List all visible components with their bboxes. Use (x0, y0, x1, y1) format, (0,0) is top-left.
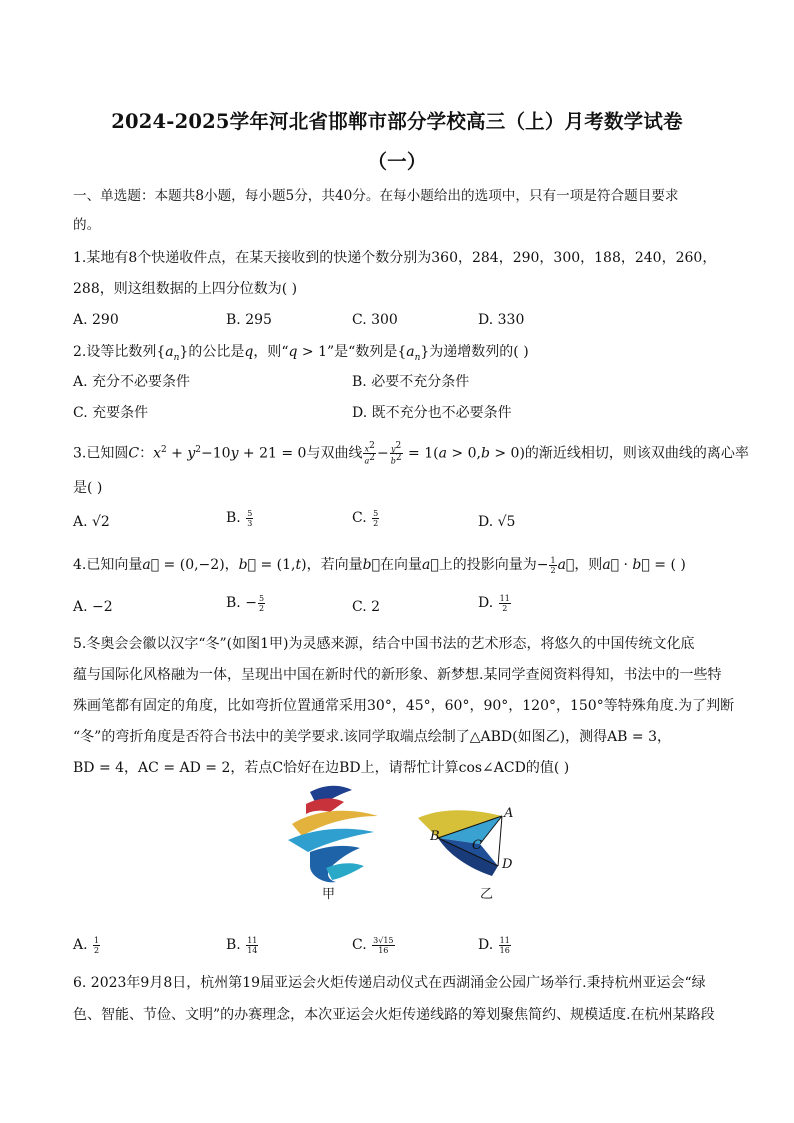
point-label-c: C (472, 838, 482, 853)
q2-option-a: A. 充分不必要条件 (73, 374, 191, 390)
q1-option-a: A. 290 (73, 312, 119, 328)
q4-option-a: A. −2 (73, 599, 113, 615)
section-heading-cont: 的。 (73, 217, 101, 233)
q3-text: 3.已知圆C：$x^2 + y^2-10y + 21 = 0$与双曲线 $\frac{x^2}{a^2}$ − $\frac{y^2}{b^2}$ = 1(a > 0,b > 0)的渐近线相切，则该双曲线的离心率 (73, 440, 749, 466)
q6-text-cont: 色、智能、节俭、文明”的办赛理念，本次亚运会火炬传递线路的筹划聚焦简约、规模适度.在杭州某路段 (73, 1007, 715, 1023)
q5-option-c: C. $\frac{3√15}{16}$ (352, 935, 394, 955)
q3-option-d: D. √5 (478, 514, 516, 530)
q1-option-c: C. 300 (352, 312, 398, 328)
q4-option-c: C. 2 (352, 599, 381, 615)
q3-option-b: B. $\frac{5}{3}$ (226, 508, 253, 528)
q5-text-5: BD = 4，AC = AD = 2，若点C恰好在边BD上，请帮忙计算cos∠ACD的值( ) (73, 760, 570, 776)
q1-text-cont: 288，则这组数据的上四分位数为( ) (73, 281, 298, 297)
q3-option-c: C. $\frac{5}{2}$ (352, 508, 379, 528)
figure-caption-jia: 甲 (322, 887, 336, 902)
q5-text: 5.冬奥会会徽以汉字“冬”(如图1甲)为灵感来源，结合中国书法的艺术形态，将悠久的中国传统文化底 (73, 636, 695, 652)
exam-title: 2024-2025学年河北省邯郸市部分学校高三（上）月考数学试卷 (111, 110, 683, 133)
q1-option-d: D. 330 (478, 312, 525, 328)
q5-figures (270, 780, 540, 900)
q4-text: 4.已知向量a⃗ = (0,−2)，b⃗ = (1,t)，若向量b⃗在向量a⃗上的投影向量为− $\frac{1}{2}$ a⃗，则a⃗ · b⃗ = ( ) (73, 555, 686, 575)
point-label-d: D (502, 857, 513, 872)
exam-title-part: （一） (367, 150, 427, 173)
q5-text-2: 蕴与国际化风格融为一体，呈现出中国在新时代的新形象、新梦想.某同学查阅资料得知，书法中的一些特 (73, 667, 722, 683)
q4-option-b: B. − $\frac{5}{2}$ (226, 593, 265, 613)
q3-option-a: A. √2 (73, 514, 110, 530)
q5-text-3: 殊画笔都有固定的角度，比如弯折位置通常采用30°，45°，60°，90°，120°，150°等特殊角度.为了判断 (73, 698, 735, 714)
point-label-b: B (430, 829, 440, 844)
section-heading: 一、单选题：本题共8小题，每小题5分，共40分。在每小题给出的选项中，只有一项是符合题目要求 (73, 188, 679, 204)
q2-option-c: C. 充要条件 (73, 405, 149, 421)
q2-option-b: B. 必要不充分条件 (352, 374, 470, 390)
q1-text: 1.某地有8个快递收件点，在某天接收到的快递个数分别为360，284，290，300，188，240，260， (73, 250, 717, 266)
winter-olympics-emblem-figure (288, 786, 378, 883)
figure-caption-yi: 乙 (480, 887, 494, 902)
point-label-a: A (504, 806, 514, 821)
q2-option-d: D. 既不充分也不必要条件 (352, 405, 512, 421)
q2-text: 2.设等比数列$\{a_n\}$的公比是q，则“q > 1”是“数列是$\{a_n\}$为递增数列的( ) (73, 344, 529, 363)
q1-option-b: B. 295 (226, 312, 272, 328)
q5-option-d: D. $\frac{11}{16}$ (478, 935, 510, 955)
q5-option-a: A. $\frac{1}{2}$ (73, 935, 100, 955)
q6-text: 6. 2023年9月8日，杭州第19届亚运会火炬传递启动仪式在西湖涌金公园广场举行.秉持杭州亚运会“绿 (73, 975, 706, 991)
q5-option-b: B. $\frac{11}{14}$ (226, 935, 258, 955)
q5-text-4: “冬”的弯折角度是否符合书法中的美学要求.该同学取端点绘制了△ABD(如图乙)，测得AB = 3， (73, 729, 672, 745)
q3-text-cont: 是( ) (73, 480, 103, 496)
q4-option-d: D. $\frac{11}{2}$ (478, 593, 510, 613)
